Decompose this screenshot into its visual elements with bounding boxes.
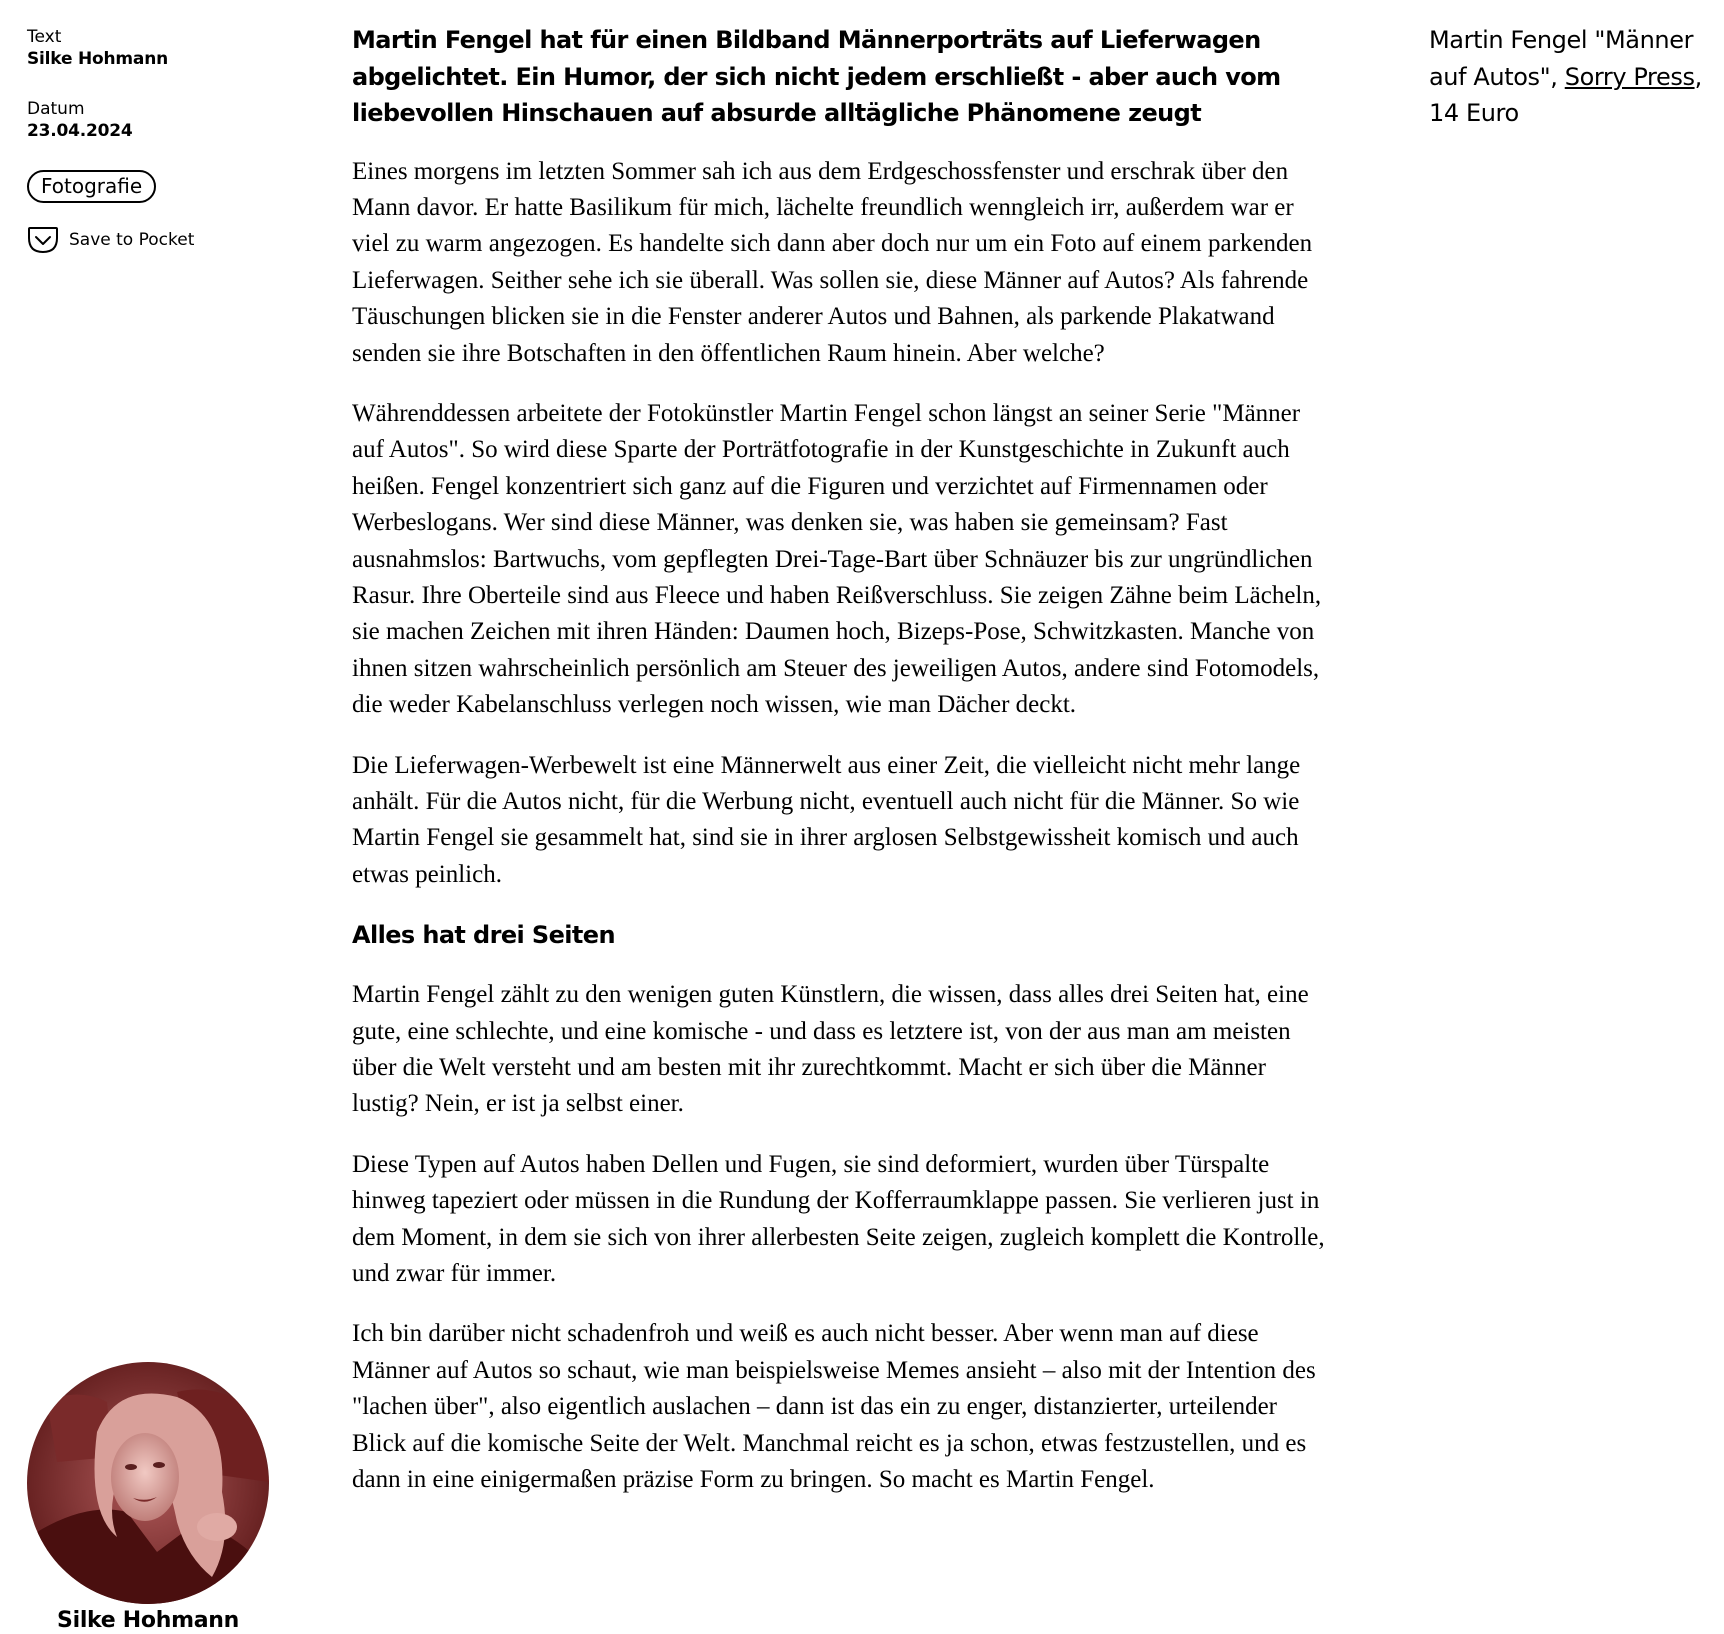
paragraph: Die Lieferwagen-Werbewelt ist eine Männerwelt aus einer Zeit, die vielleicht nicht mehr lange anhält. Für die Autos nicht, für die Werbung nicht, eventuell auch nicht für die Männer. So wie Martin Fengel sie gesammelt hat, sind sie in ihrer arglosen Selbstgewissheit komisch und auch etwas peinlich. xyxy=(352,751,1301,888)
author-label: Text xyxy=(27,27,62,47)
article-meta xyxy=(27,26,327,255)
publisher-link[interactable]: Sorry Press xyxy=(1564,62,1695,91)
paragraph: Ich bin darüber nicht schadenfroh und weiß es auch nicht besser. Aber wenn man auf diese Männer auf Autos so schaut, wie man beispielsweise Memes ansieht – also mit der Intention des "lachen über", also eigentlich auslachen – dann ist das ein zu enger, distanzierter, urteilender Blick auf die komische Seite der Welt. Manchmal reicht es ja schon, etwas festzustellen, und es dann in eine einigermaßen präzise Form zu bringen. So macht es Martin Fengel. xyxy=(352,1320,1316,1494)
book-title: Martin Fengel "Männer auf Autos", xyxy=(1429,26,1694,91)
paragraph: Martin Fengel zählt zu den wenigen guten Künstlern, die wissen, dass alles drei Seiten hat, eine gute, eine schlechte, und eine komische - und dass es letztere ist, von der aus man am meisten über die Welt versteht und am besten mit ihr zurechtkommt. Macht er sich über die Männer lustig? Nein, er ist ja selbst einer. xyxy=(352,981,1309,1118)
author-meta xyxy=(27,26,327,70)
date-value: 23.04.2024 xyxy=(27,121,133,141)
author-name[interactable]: Silke Hohmann xyxy=(57,1608,239,1633)
section-heading: Alles hat drei Seiten xyxy=(352,921,615,950)
paragraph: Eines morgens im letzten Sommer sah ich aus dem Erdgeschossfenster und erschrak über den Mann davor. Er hatte Basilikum für mich, lächelte freundlich wenngleich irr, außerdem war er viel zu warm angezogen. Es handelte sich dann aber doch nur um ein Foto auf einem parkenden Lieferwagen. Seither sehe ich sie überall. Was sollen sie, diese Männer auf Autos? Als fahrende Täuschungen blicken sie in die Fenster anderer Autos und Bahnen, als parkende Plakatwand senden sie ihre Botschaften in den öffentlichen Raum hinein. Aber welche? xyxy=(352,157,1313,367)
date-label: Datum xyxy=(27,99,85,119)
book-info xyxy=(1429,22,1719,132)
pocket-chevron-icon xyxy=(27,225,59,255)
article-body xyxy=(352,22,1327,1523)
author-value[interactable]: Silke Hohmann xyxy=(27,49,168,69)
article-lead: Martin Fengel hat für einen Bildband Männerporträts auf Lieferwagen abgelichtet. Ein Humor, der sich nicht jedem erschließt - aber auch vom liebevollen Hinschauen auf absurde alltägliche Phänomene zeugt xyxy=(352,26,1281,127)
pocket-label: Save to Pocket xyxy=(69,230,195,250)
save-to-pocket-button[interactable] xyxy=(27,225,327,255)
book-price: , 14 Euro xyxy=(1429,62,1702,127)
paragraph: Währenddessen arbeitete der Fotokünstler Martin Fengel schon längst an seiner Serie "Männer auf Autos". So wird diese Sparte der Porträtfotografie in der Kunstgeschichte in Zukunft auch heißen. Fengel konzentriert sich ganz auf die Figuren und verzichtet auf Firmennamen oder Werbeslogans. Wer sind diese Männer, was denken sie, was haben sie gemeinsam? Fast ausnahmslos: Bartwuchs, vom gepflegten Drei-Tage-Bart über Schnäuzer bis zur ungründlichen Rasur. Ihre Oberteile sind aus Fleece und haben Reißverschluss. Sie zeigen Zähne beim Lächeln, sie machen Zeichen mit ihren Händen: Daumen hoch, Bizeps-Pose, Schwitzkasten. Manche von ihnen sitzen wahrscheinlich persönlich am Steuer des jeweiligen Autos, andere sind Fotomodels, die weder Kabelanschluss verlegen noch wissen, wie man Dächer deckt. xyxy=(352,399,1322,719)
author-avatar[interactable] xyxy=(27,1362,269,1604)
date-meta xyxy=(27,98,327,142)
category-tag[interactable]: Fotografie xyxy=(27,170,156,203)
paragraph: Diese Typen auf Autos haben Dellen und Fugen, sie sind deformiert, wurden über Türspalte hinweg tapeziert oder müssen in die Rundung der Kofferraumklappe passen. Sie verlieren just in dem Moment, in dem sie sich von ihrer allerbesten Seite zeigen, zugleich komplett die Kontrolle, und zwar für immer. xyxy=(352,1150,1325,1288)
